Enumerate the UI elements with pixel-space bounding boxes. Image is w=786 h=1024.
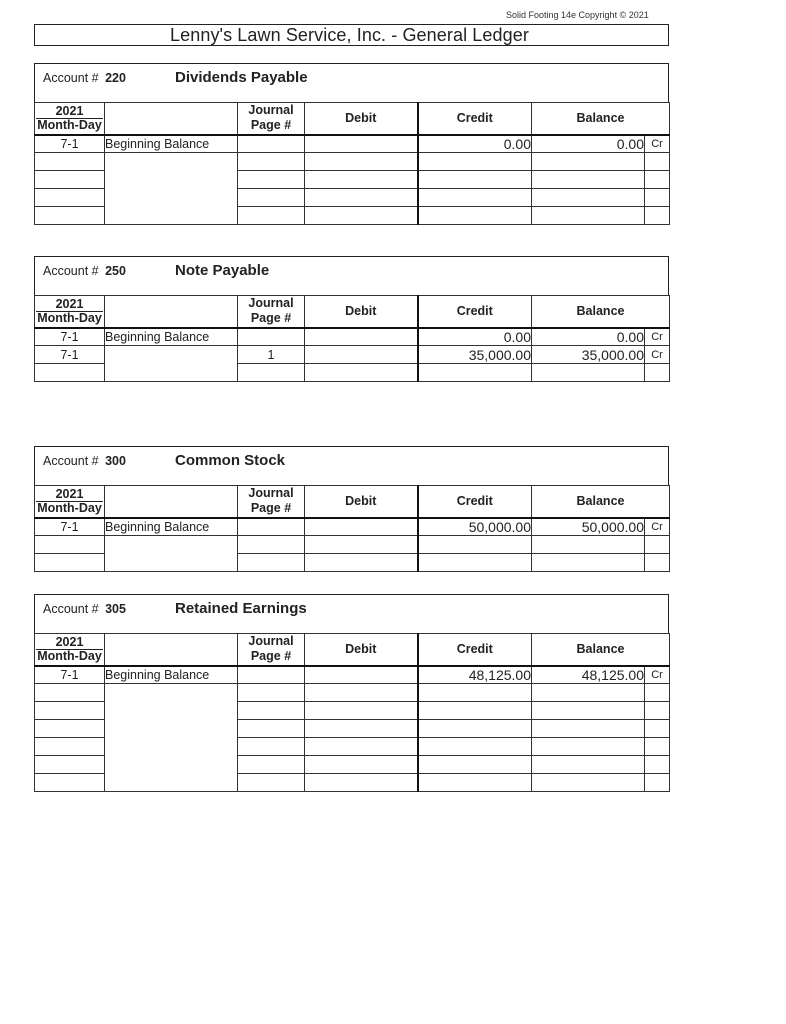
entry-balance[interactable] (532, 738, 645, 756)
entry-credit[interactable] (418, 171, 532, 189)
entry-description[interactable] (105, 756, 238, 774)
entry-balance[interactable] (532, 774, 645, 792)
credit-header: Credit (418, 103, 532, 135)
entry-date[interactable] (35, 554, 105, 572)
entry-credit[interactable] (418, 738, 532, 756)
ledger-entry-row (35, 666, 670, 684)
account-label-text: Account # (43, 454, 103, 468)
entry-description[interactable]: Beginning Balance (105, 328, 238, 346)
entry-balance[interactable]: 35,000.00 (532, 346, 645, 364)
ledger-blank-row (35, 554, 670, 572)
entry-balance-side[interactable] (645, 153, 670, 171)
page-label: Page # (250, 649, 292, 664)
entry-balance-side[interactable] (645, 684, 670, 702)
entry-journal-page[interactable] (238, 702, 305, 720)
journal-label: Journal (248, 296, 294, 311)
entry-debit[interactable] (305, 684, 418, 702)
entry-credit[interactable] (418, 536, 532, 554)
entry-balance[interactable] (532, 153, 645, 171)
entry-journal-page[interactable] (238, 720, 305, 738)
entry-date[interactable]: 7-1 (35, 135, 105, 153)
ledger-table (34, 295, 670, 382)
entry-debit[interactable] (305, 135, 418, 153)
entry-description[interactable] (105, 207, 238, 225)
ledger-blank-row (35, 189, 670, 207)
account-number: 250 (105, 264, 126, 278)
entry-credit[interactable]: 48,125.00 (418, 666, 532, 684)
entry-credit[interactable] (418, 207, 532, 225)
date-header (35, 486, 105, 518)
entry-description[interactable] (105, 720, 238, 738)
month-day-label: Month-Day (37, 648, 102, 663)
copyright-notice: Solid Footing 14e Copyright © 2021 (506, 10, 649, 20)
entry-debit[interactable] (305, 153, 418, 171)
entry-journal-page[interactable] (238, 536, 305, 554)
entry-balance-side[interactable] (645, 720, 670, 738)
entry-balance-side[interactable] (645, 189, 670, 207)
credit-header: Credit (418, 296, 532, 328)
entry-balance[interactable]: 0.00 (532, 328, 645, 346)
journal-page-header (238, 486, 305, 518)
entry-credit[interactable] (418, 720, 532, 738)
entry-description[interactable] (105, 738, 238, 756)
page-label: Page # (250, 118, 292, 133)
entry-balance-side[interactable] (645, 702, 670, 720)
entry-balance-side[interactable] (645, 774, 670, 792)
entry-debit[interactable] (305, 171, 418, 189)
year-label: 2021 (36, 298, 103, 312)
entry-date[interactable] (35, 756, 105, 774)
entry-balance[interactable] (532, 207, 645, 225)
ledger-blank-row (35, 756, 670, 774)
entry-journal-page[interactable] (238, 328, 305, 346)
entry-credit[interactable] (418, 702, 532, 720)
month-day-label: Month-Day (37, 117, 102, 132)
entry-date[interactable]: 7-1 (35, 328, 105, 346)
account-number: 305 (105, 602, 126, 616)
account-number-label (43, 71, 126, 85)
entry-debit[interactable] (305, 518, 418, 536)
entry-date[interactable] (35, 171, 105, 189)
entry-journal-page[interactable] (238, 756, 305, 774)
credit-header: Credit (418, 486, 532, 518)
entry-date[interactable] (35, 738, 105, 756)
account-header (34, 63, 669, 103)
page-label: Page # (250, 311, 292, 326)
ledger-blank-row (35, 684, 670, 702)
entry-date[interactable] (35, 702, 105, 720)
entry-description[interactable] (105, 684, 238, 702)
account-label-text: Account # (43, 264, 103, 278)
entry-date[interactable]: 7-1 (35, 346, 105, 364)
entry-description[interactable]: Beginning Balance (105, 135, 238, 153)
entry-credit[interactable] (418, 756, 532, 774)
entry-credit[interactable] (418, 189, 532, 207)
entry-debit[interactable] (305, 536, 418, 554)
ledger-entry-row (35, 346, 670, 364)
entry-balance[interactable] (532, 702, 645, 720)
entry-debit[interactable] (305, 666, 418, 684)
entry-balance[interactable]: 0.00 (532, 135, 645, 153)
account-250 (34, 256, 669, 385)
entry-description[interactable] (105, 153, 238, 171)
entry-balance[interactable] (532, 364, 645, 382)
entry-description[interactable] (105, 189, 238, 207)
entry-description[interactable]: Beginning Balance (105, 666, 238, 684)
account-name: Dividends Payable (175, 69, 308, 86)
entry-balance[interactable] (532, 536, 645, 554)
balance-header: Balance (532, 634, 670, 666)
account-header (34, 594, 669, 634)
entry-balance-side[interactable]: Cr (645, 666, 670, 684)
entry-debit[interactable] (305, 702, 418, 720)
entry-debit[interactable] (305, 738, 418, 756)
journal-label: Journal (248, 634, 294, 649)
ledger-entry-row (35, 518, 670, 536)
entry-journal-page[interactable] (238, 666, 305, 684)
entry-balance[interactable] (532, 720, 645, 738)
date-header (35, 634, 105, 666)
account-number-label (43, 602, 126, 616)
ledger-blank-row (35, 207, 670, 225)
entry-debit[interactable] (305, 720, 418, 738)
ledger-table (34, 633, 670, 792)
entry-debit[interactable] (305, 346, 418, 364)
description-header (105, 634, 238, 666)
account-number-label (43, 264, 126, 278)
entry-debit[interactable] (305, 554, 418, 572)
year-label: 2021 (36, 488, 103, 502)
debit-header: Debit (305, 634, 418, 666)
balance-header: Balance (532, 486, 670, 518)
account-number: 300 (105, 454, 126, 468)
ledger-title: Lenny's Lawn Service, Inc. - General Ledger (170, 25, 529, 45)
ledger-entry-row (35, 135, 670, 153)
ledger-blank-row (35, 536, 670, 554)
entry-date[interactable] (35, 774, 105, 792)
ledger-title-box (34, 24, 669, 46)
journal-page-header (238, 634, 305, 666)
entry-credit[interactable]: 0.00 (418, 328, 532, 346)
entry-debit[interactable] (305, 364, 418, 382)
entry-description[interactable] (105, 554, 238, 572)
entry-balance-side[interactable] (645, 171, 670, 189)
entry-credit[interactable] (418, 364, 532, 382)
entry-balance-side[interactable] (645, 554, 670, 572)
entry-journal-page[interactable] (238, 135, 305, 153)
entry-date[interactable] (35, 684, 105, 702)
account-label-text: Account # (43, 71, 103, 85)
entry-debit[interactable] (305, 774, 418, 792)
debit-header: Debit (305, 296, 418, 328)
description-header (105, 296, 238, 328)
entry-debit[interactable] (305, 756, 418, 774)
journal-page-header (238, 296, 305, 328)
entry-journal-page[interactable] (238, 364, 305, 382)
entry-description[interactable] (105, 536, 238, 554)
entry-description[interactable] (105, 171, 238, 189)
entry-journal-page[interactable] (238, 171, 305, 189)
entry-balance-side[interactable] (645, 738, 670, 756)
account-305 (34, 594, 669, 799)
entry-journal-page[interactable] (238, 207, 305, 225)
account-300 (34, 446, 669, 575)
entry-debit[interactable] (305, 328, 418, 346)
entry-description[interactable] (105, 346, 238, 364)
entry-description[interactable]: Beginning Balance (105, 518, 238, 536)
entry-debit[interactable] (305, 207, 418, 225)
account-header (34, 446, 669, 486)
entry-date[interactable] (35, 207, 105, 225)
entry-date[interactable] (35, 189, 105, 207)
debit-header: Debit (305, 103, 418, 135)
entry-credit[interactable] (418, 774, 532, 792)
entry-balance-side[interactable]: Cr (645, 346, 670, 364)
month-day-label: Month-Day (37, 310, 102, 325)
ledger-blank-row (35, 364, 670, 382)
account-name: Note Payable (175, 262, 270, 279)
entry-date[interactable] (35, 720, 105, 738)
entry-balance-side[interactable] (645, 536, 670, 554)
entry-date[interactable]: 7-1 (35, 518, 105, 536)
account-220 (34, 63, 669, 230)
ledger-header-row (35, 634, 670, 666)
entry-description[interactable] (105, 774, 238, 792)
entry-balance[interactable] (532, 756, 645, 774)
ledger-blank-row (35, 738, 670, 756)
ledger-entry-row (35, 328, 670, 346)
entry-balance[interactable] (532, 684, 645, 702)
ledger-blank-row (35, 702, 670, 720)
entry-balance-side[interactable]: Cr (645, 135, 670, 153)
entry-journal-page[interactable] (238, 189, 305, 207)
account-number-label (43, 454, 126, 468)
account-header (34, 256, 669, 296)
entry-credit[interactable] (418, 554, 532, 572)
year-label: 2021 (36, 105, 103, 119)
ledger-header-row (35, 296, 670, 328)
balance-header: Balance (532, 103, 670, 135)
account-name: Retained Earnings (175, 600, 307, 617)
journal-label: Journal (248, 103, 294, 118)
journal-label: Journal (248, 486, 294, 501)
account-number: 220 (105, 71, 126, 85)
description-header (105, 103, 238, 135)
entry-balance-side[interactable] (645, 756, 670, 774)
description-header (105, 486, 238, 518)
entry-balance[interactable] (532, 554, 645, 572)
account-name: Common Stock (175, 452, 286, 469)
entry-credit[interactable]: 0.00 (418, 135, 532, 153)
entry-journal-page[interactable] (238, 684, 305, 702)
date-header (35, 296, 105, 328)
entry-journal-page[interactable] (238, 774, 305, 792)
entry-description[interactable] (105, 364, 238, 382)
entry-journal-page[interactable] (238, 153, 305, 171)
month-day-label: Month-Day (37, 500, 102, 515)
entry-date[interactable]: 7-1 (35, 666, 105, 684)
ledger-blank-row (35, 153, 670, 171)
entry-balance-side[interactable]: Cr (645, 518, 670, 536)
ledger-table (34, 102, 670, 225)
account-label-text: Account # (43, 602, 103, 616)
entry-balance[interactable]: 48,125.00 (532, 666, 645, 684)
ledger-header-row (35, 103, 670, 135)
credit-header: Credit (418, 634, 532, 666)
entry-balance[interactable] (532, 189, 645, 207)
ledger-header-row (35, 486, 670, 518)
ledger-blank-row (35, 720, 670, 738)
entry-balance-side[interactable] (645, 364, 670, 382)
date-header (35, 103, 105, 135)
entry-journal-page[interactable] (238, 738, 305, 756)
entry-date[interactable] (35, 364, 105, 382)
debit-header: Debit (305, 486, 418, 518)
journal-page-header (238, 103, 305, 135)
entry-balance[interactable]: 50,000.00 (532, 518, 645, 536)
year-label: 2021 (36, 636, 103, 650)
ledger-blank-row (35, 774, 670, 792)
entry-credit[interactable]: 35,000.00 (418, 346, 532, 364)
entry-date[interactable] (35, 536, 105, 554)
entry-credit[interactable] (418, 153, 532, 171)
entry-date[interactable] (35, 153, 105, 171)
entry-debit[interactable] (305, 189, 418, 207)
entry-balance[interactable] (532, 171, 645, 189)
entry-journal-page[interactable]: 1 (238, 346, 305, 364)
ledger-table (34, 485, 670, 572)
entry-credit[interactable]: 50,000.00 (418, 518, 532, 536)
entry-journal-page[interactable] (238, 518, 305, 536)
page-label: Page # (250, 501, 292, 516)
entry-journal-page[interactable] (238, 554, 305, 572)
entry-balance-side[interactable]: Cr (645, 328, 670, 346)
entry-balance-side[interactable] (645, 207, 670, 225)
entry-description[interactable] (105, 702, 238, 720)
ledger-blank-row (35, 171, 670, 189)
entry-credit[interactable] (418, 684, 532, 702)
balance-header: Balance (532, 296, 670, 328)
